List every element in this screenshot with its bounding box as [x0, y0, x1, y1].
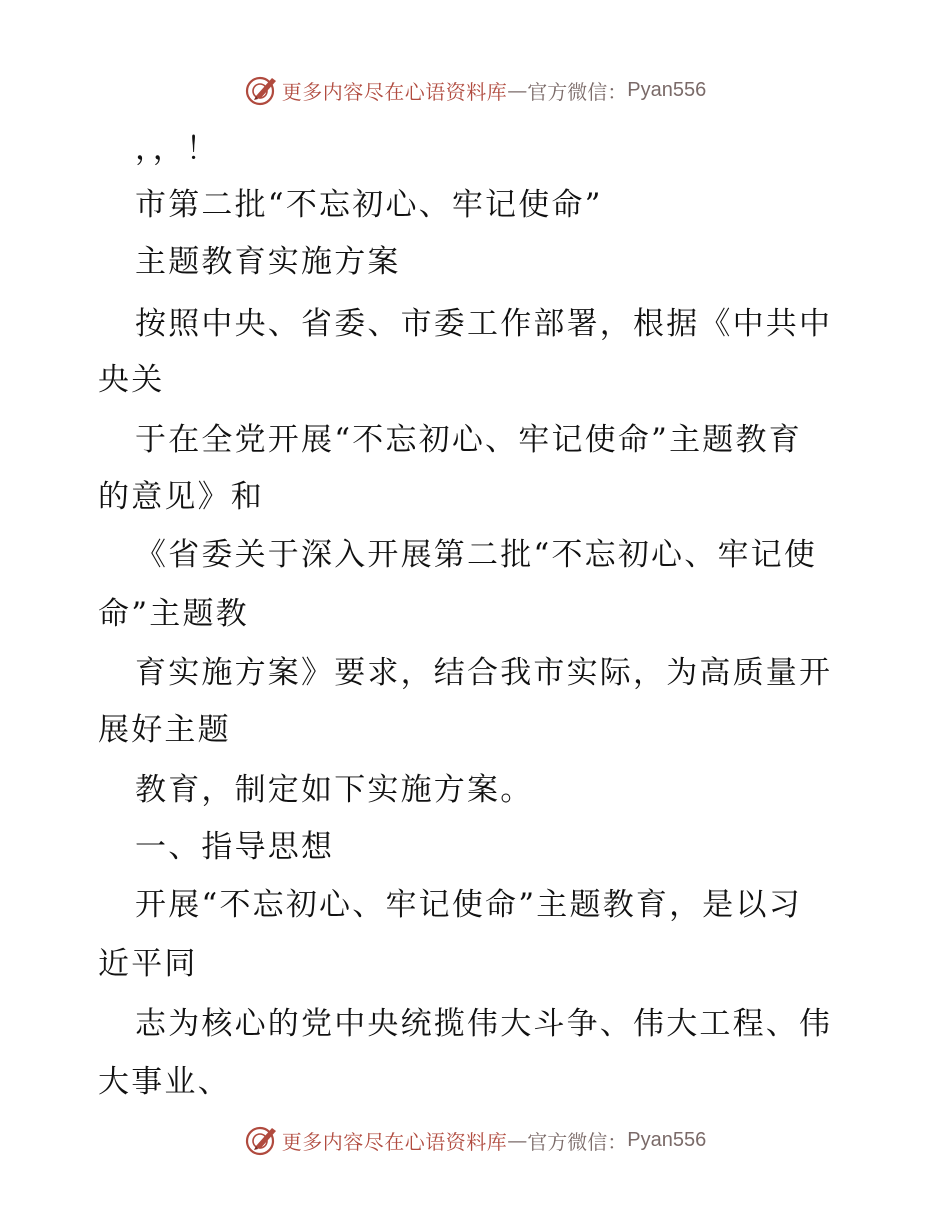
wechat-label: 官方微信： — [527, 1129, 628, 1154]
pen-logo-icon — [244, 72, 280, 108]
header-watermark — [0, 70, 950, 110]
watermark-text: 更多内容尽在心语资料库 — [281, 79, 508, 104]
wechat-id: Pyan556 — [627, 1128, 707, 1151]
text-line: 近平同 — [98, 946, 198, 982]
section-heading: 一、指导思想 — [135, 829, 335, 865]
text-line: 于在全党开展“不忘初心、牢记使命”主题教育 — [135, 422, 802, 458]
text-line: 的意见》和 — [98, 479, 264, 515]
text-line: 央关 — [98, 362, 165, 398]
text-line: 大事业、 — [98, 1064, 231, 1100]
text-line: 命”主题教 — [98, 596, 249, 632]
text-line: 开展“不忘初心、牢记使命”主题教育，是以习 — [135, 887, 802, 923]
watermark-text: 更多内容尽在心语资料库 — [281, 1129, 508, 1154]
document-title-line-1: 市第二批“不忘初心、牢记使命” — [135, 187, 603, 223]
text-line: 育实施方案》要求，结合我市实际，为高质量开 — [135, 655, 833, 691]
wechat-label: 官方微信： — [527, 79, 628, 104]
footer-watermark — [0, 1120, 950, 1160]
text-line: ，，！ — [135, 131, 220, 167]
text-line: 按照中央、省委、市委工作部署，根据《中共中 — [135, 306, 833, 342]
document-title-line-2: 主题教育实施方案 — [135, 244, 401, 280]
wechat-id: Pyan556 — [627, 78, 707, 101]
text-line: 展好主题 — [98, 712, 231, 748]
watermark-separator: — — [507, 78, 528, 102]
text-line: 志为核心的党中央统揽伟大斗争、伟大工程、伟 — [135, 1006, 833, 1042]
pen-logo-icon — [244, 1122, 280, 1158]
text-line: 《省委关于深入开展第二批“不忘初心、牢记使 — [135, 537, 818, 573]
text-line: 教育，制定如下实施方案。 — [135, 772, 534, 808]
watermark-separator: — — [507, 1128, 528, 1152]
